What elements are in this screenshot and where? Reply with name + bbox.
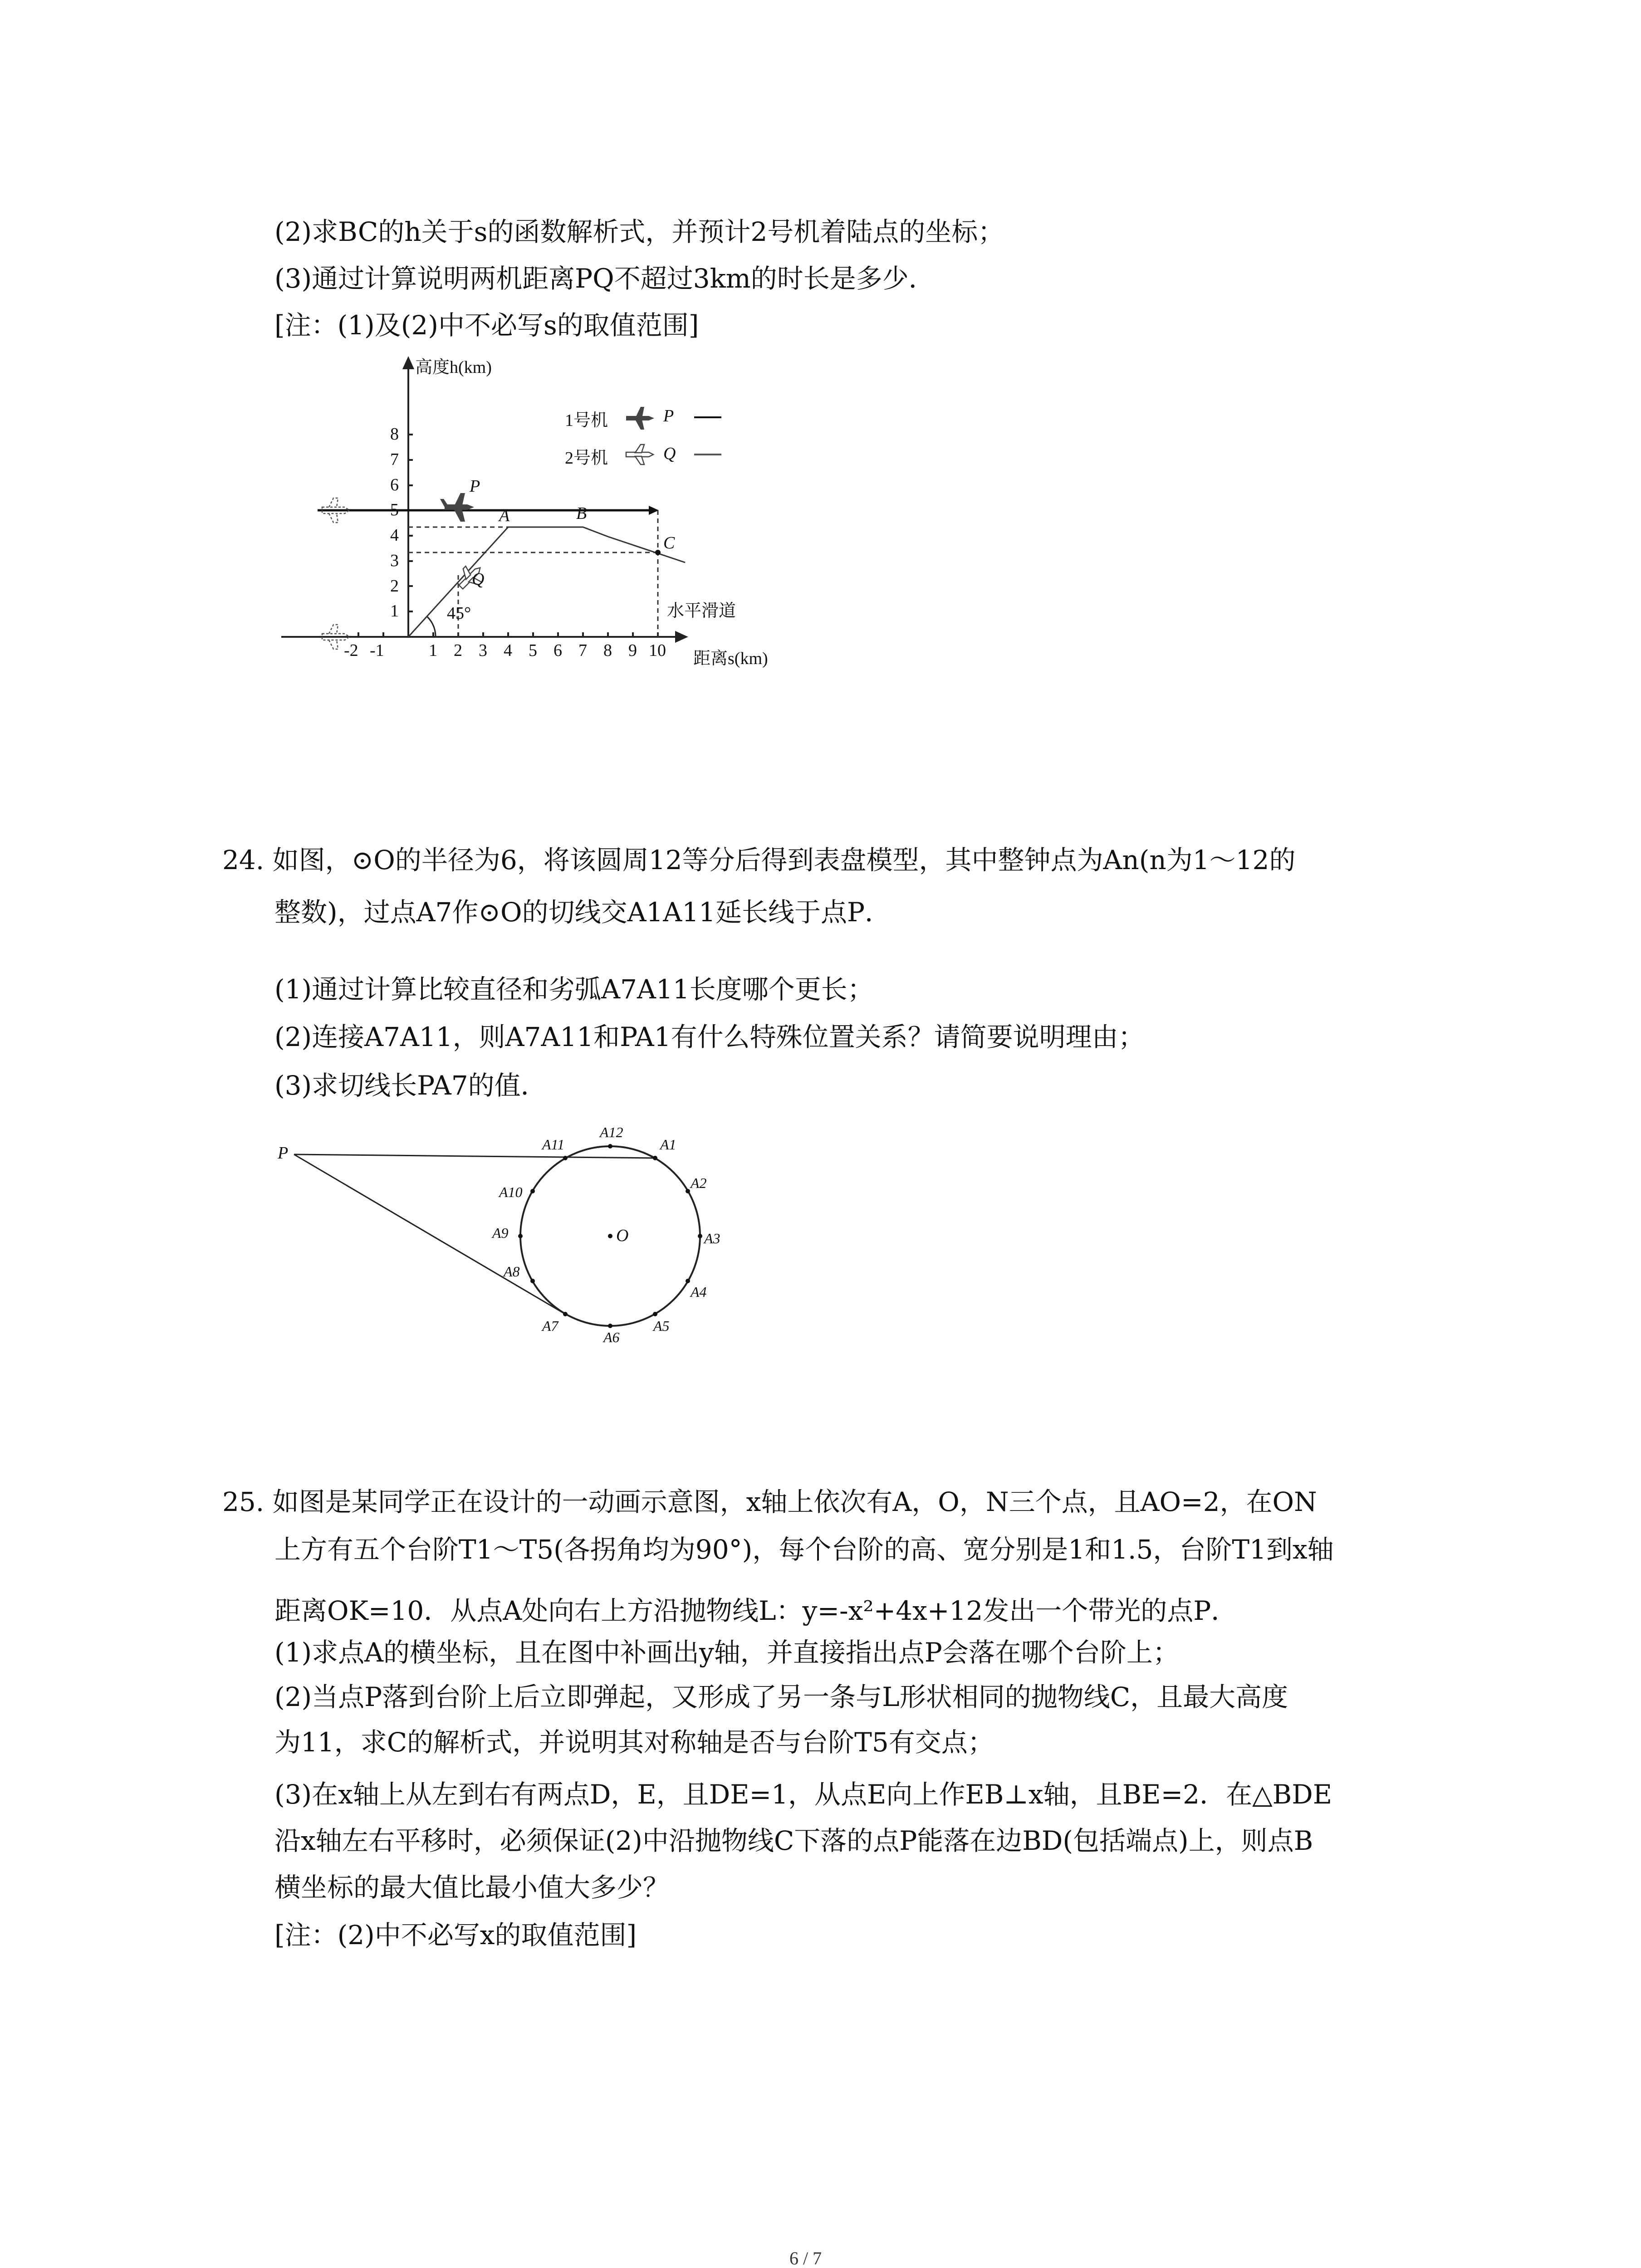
x-tick-label: 1 [429, 641, 437, 660]
q24-line-1: 24. 如图，⊙O的半径为6，将该圆周12等分后得到表盘模型，其中整钟点为An(n为1～12的 [222, 845, 1296, 875]
q25-line-7: (3)在x轴上从左到右有两点D，E，且DE=1，从点E向上作EB⊥x轴，且BE=2．在△BDE [274, 1779, 1332, 1810]
q24-line-4: (2)连接A7A11，则A7A11和PA1有什么特殊位置关系？请简要说明理由； [274, 1022, 1145, 1052]
y-tick-label: 7 [390, 450, 399, 469]
x-tick-label: 7 [578, 641, 587, 660]
point-A6-label: A6 [603, 1329, 620, 1345]
point-A8-label: A8 [504, 1263, 520, 1280]
q23-line-2: (2)求BC的h关于s的函数解析式，并预计2号机着陆点的坐标； [274, 216, 1004, 247]
x-tick-label: 9 [628, 641, 637, 660]
x-tick-label: -1 [370, 641, 384, 660]
point-A3-label: A3 [704, 1230, 720, 1246]
point-B-label: B [576, 504, 587, 523]
point-A11-label: A11 [542, 1136, 565, 1153]
point-A5-label: A5 [653, 1318, 670, 1334]
x-tick-label: 3 [479, 641, 487, 660]
q25-line-1: 25. 如图是某同学正在设计的一动画示意图，x轴上依次有A，O，N三个点，且AO=2，在ON [222, 1486, 1317, 1517]
y-tick-label: 3 [390, 551, 399, 570]
q25-line-9: 横坐标的最大值比最小值大多少？ [274, 1872, 670, 1903]
q25-line-8: 沿x轴左右平移时，必须保证(2)中沿抛物线C下落的点P能落在边BD(包括端点)上，则点B [274, 1825, 1313, 1856]
q24-line-5: (3)求切线长PA7的值． [274, 1070, 547, 1101]
runway-label: 水平滑道 [667, 601, 736, 621]
q25-line-5: (2)当点P落到台阶上后立即弹起，又形成了另一条与L形状相同的抛物线C，且最大高度 [274, 1681, 1288, 1712]
x-tick-label: 6 [554, 641, 562, 660]
q23-line-3: (3)通过计算说明两机距离PQ不超过3km的时长是多少． [274, 263, 935, 294]
x-tick-label: 4 [504, 641, 512, 660]
q25-note: [注：(2)中不必写x的取值范围] [274, 1920, 637, 1950]
point-P-clock: P [278, 1144, 289, 1163]
q25-line-2: 上方有五个台阶T1～T5(各拐角均为90°)，每个台阶的高、宽分别是1和1.5，台阶T1到x轴 [274, 1534, 1334, 1565]
point-A9-label: A9 [492, 1225, 509, 1241]
point-P-label: P [470, 477, 480, 496]
y-tick-label: 8 [390, 425, 399, 444]
point-A2-label: A2 [691, 1175, 707, 1191]
point-A10-label: A10 [499, 1184, 523, 1200]
x-tick-label: -2 [344, 641, 358, 660]
point-C-label: C [663, 533, 675, 552]
x-tick-label: 5 [529, 641, 537, 660]
q24-line-2: 整数)，过点A7作⊙O的切线交A1A11延长线于点P． [274, 897, 892, 928]
x-tick-label: 10 [649, 641, 666, 660]
point-Q-label: Q [472, 570, 485, 589]
y-axis-label: 高度h(km) [415, 358, 492, 377]
q23-note: [注：(1)及(2)中不必写s的取值范围] [274, 310, 699, 341]
center-O [608, 1234, 612, 1238]
y-tick-label: 2 [390, 577, 399, 596]
q25-line-3: 距离OK=10．从点A处向右上方沿抛物线L：y=-x²+4x+12发出一个带光的点P． [274, 1595, 1238, 1626]
point-A12-label: A12 [600, 1124, 623, 1140]
y-tick-label: 6 [390, 475, 399, 494]
x-axis-label: 距离s(km) [693, 649, 768, 668]
q25-line-4: (1)求点A的横坐标，且在图中补画出y轴，并直接指出点P会落在哪个台阶上； [274, 1637, 1179, 1668]
angle-label: 45° [447, 604, 471, 623]
x-tick-label: 8 [603, 641, 612, 660]
center-O-label: O [616, 1226, 629, 1245]
q25-line-6: 为11，求C的解析式，并说明其对称轴是否与台阶T5有交点； [274, 1727, 994, 1758]
point-A7-label: A7 [542, 1318, 558, 1334]
y-tick-label: 4 [390, 526, 399, 545]
point-A1-label: A1 [660, 1136, 676, 1153]
tangent-P-A7 [294, 1154, 565, 1314]
point-A4-label: A4 [691, 1284, 707, 1300]
legend-1-label: 1号机 [565, 411, 608, 430]
legend-P: P [663, 406, 674, 425]
x-tick-label: 2 [454, 641, 462, 660]
point-A-label: A [499, 506, 510, 525]
y-tick-label: 5 [390, 500, 399, 519]
y-tick-label: 1 [390, 601, 399, 621]
page-number: 6 / 7 [789, 2248, 822, 2268]
q24-line-3: (1)通过计算比较直径和劣弧A7A11长度哪个更长； [274, 974, 874, 1005]
legend-Q: Q [663, 444, 676, 463]
legend-2-label: 2号机 [565, 449, 608, 468]
line-P-A1 [294, 1154, 655, 1158]
